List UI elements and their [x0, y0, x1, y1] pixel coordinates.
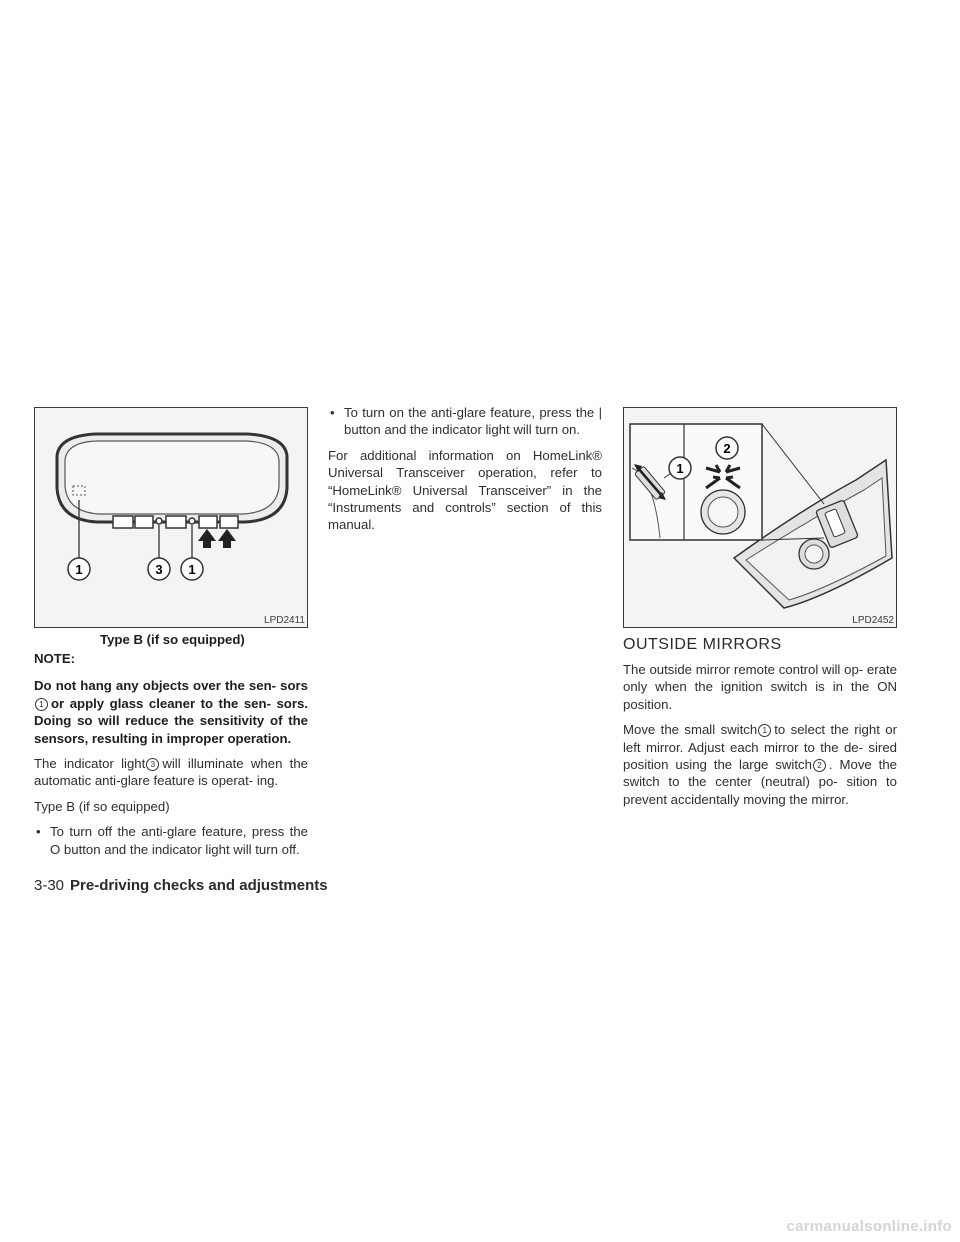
- indicator-part2: will illuminate when the automatic anti-glare feature is operat- ing.: [34, 756, 309, 789]
- note-part1: Do not hang any objects over the sen- sors: [34, 678, 308, 694]
- callout-1-right: 1: [188, 562, 196, 577]
- callout-3: 3: [155, 562, 163, 577]
- indicator-paragraph: [34, 755, 308, 790]
- bullet-turn-off-text: To turn off the anti-glare feature, press the O button and the indicator light will turn off.: [50, 824, 308, 857]
- note-part2: or apply glass cleaner to the sen- sors. Doing so will reduce the sensitivity of the sensors, resulting in improper operation.: [34, 695, 308, 746]
- callout-1-ref: 1: [35, 698, 48, 711]
- rearview-mirror-figure: [34, 407, 308, 628]
- callout-2: 2: [723, 441, 731, 456]
- section-title: Pre-driving checks and adjustments: [70, 877, 328, 894]
- figure-code: LPD2452: [852, 615, 894, 626]
- figure-code: LPD2411: [264, 615, 305, 626]
- rearview-mirror-illustration: [35, 408, 307, 627]
- bullet-turn-on: [328, 404, 602, 439]
- type-b-label: Type B (if so equipped): [34, 798, 170, 814]
- ignition-paragraph: The outside mirror remote control will op- erate only when the ignition switch is in the ON position.: [623, 662, 897, 712]
- note-text: [34, 677, 308, 747]
- indicator-part1: The indicator light: [34, 756, 146, 772]
- note-heading: NOTE:: [34, 651, 76, 666]
- left-column: [34, 650, 308, 866]
- callout-1-left: 1: [75, 562, 83, 577]
- switch-paragraph: [623, 721, 897, 808]
- bullet-turn-off: [34, 823, 308, 858]
- page-footer: [34, 877, 328, 894]
- figure-caption: Type B (if so equipped): [100, 632, 245, 647]
- mirror-switch-illustration: [624, 408, 896, 627]
- switch-part1: Move the small switch: [623, 722, 758, 738]
- section-heading: OUTSIDE MIRRORS: [623, 636, 782, 653]
- bullet-dot: •: [36, 824, 41, 840]
- switch-part2: to select the right or left mirror. Adjust each mirror to the de- sired position using the large switch: [623, 722, 897, 773]
- homelink-paragraph: For additional information on HomeLink® Universal Transceiver operation, refer to “HomeLink® Universal Transceiver” in the “Instruments and controls” section of this manual.: [328, 447, 602, 533]
- bullet-turn-on-text: To turn on the anti-glare feature, press the | button and the indicator light will turn on.: [344, 405, 602, 438]
- callout-3-ref: 3: [146, 758, 159, 771]
- mirror-switch-figure: [623, 407, 897, 628]
- callout-2-ref: 2: [813, 759, 826, 772]
- bullet-dot: •: [330, 405, 335, 420]
- right-column: [623, 661, 897, 816]
- watermark: carmanualsonline.info: [786, 1218, 952, 1235]
- switch-part3: . Move the switch to the center (neutral) po- sition to prevent accidentally moving the mirror.: [623, 757, 897, 807]
- page-number: 3-30: [34, 877, 65, 894]
- middle-column: [328, 404, 602, 542]
- callout-1: 1: [676, 461, 684, 476]
- callout-1-ref: 1: [758, 724, 771, 737]
